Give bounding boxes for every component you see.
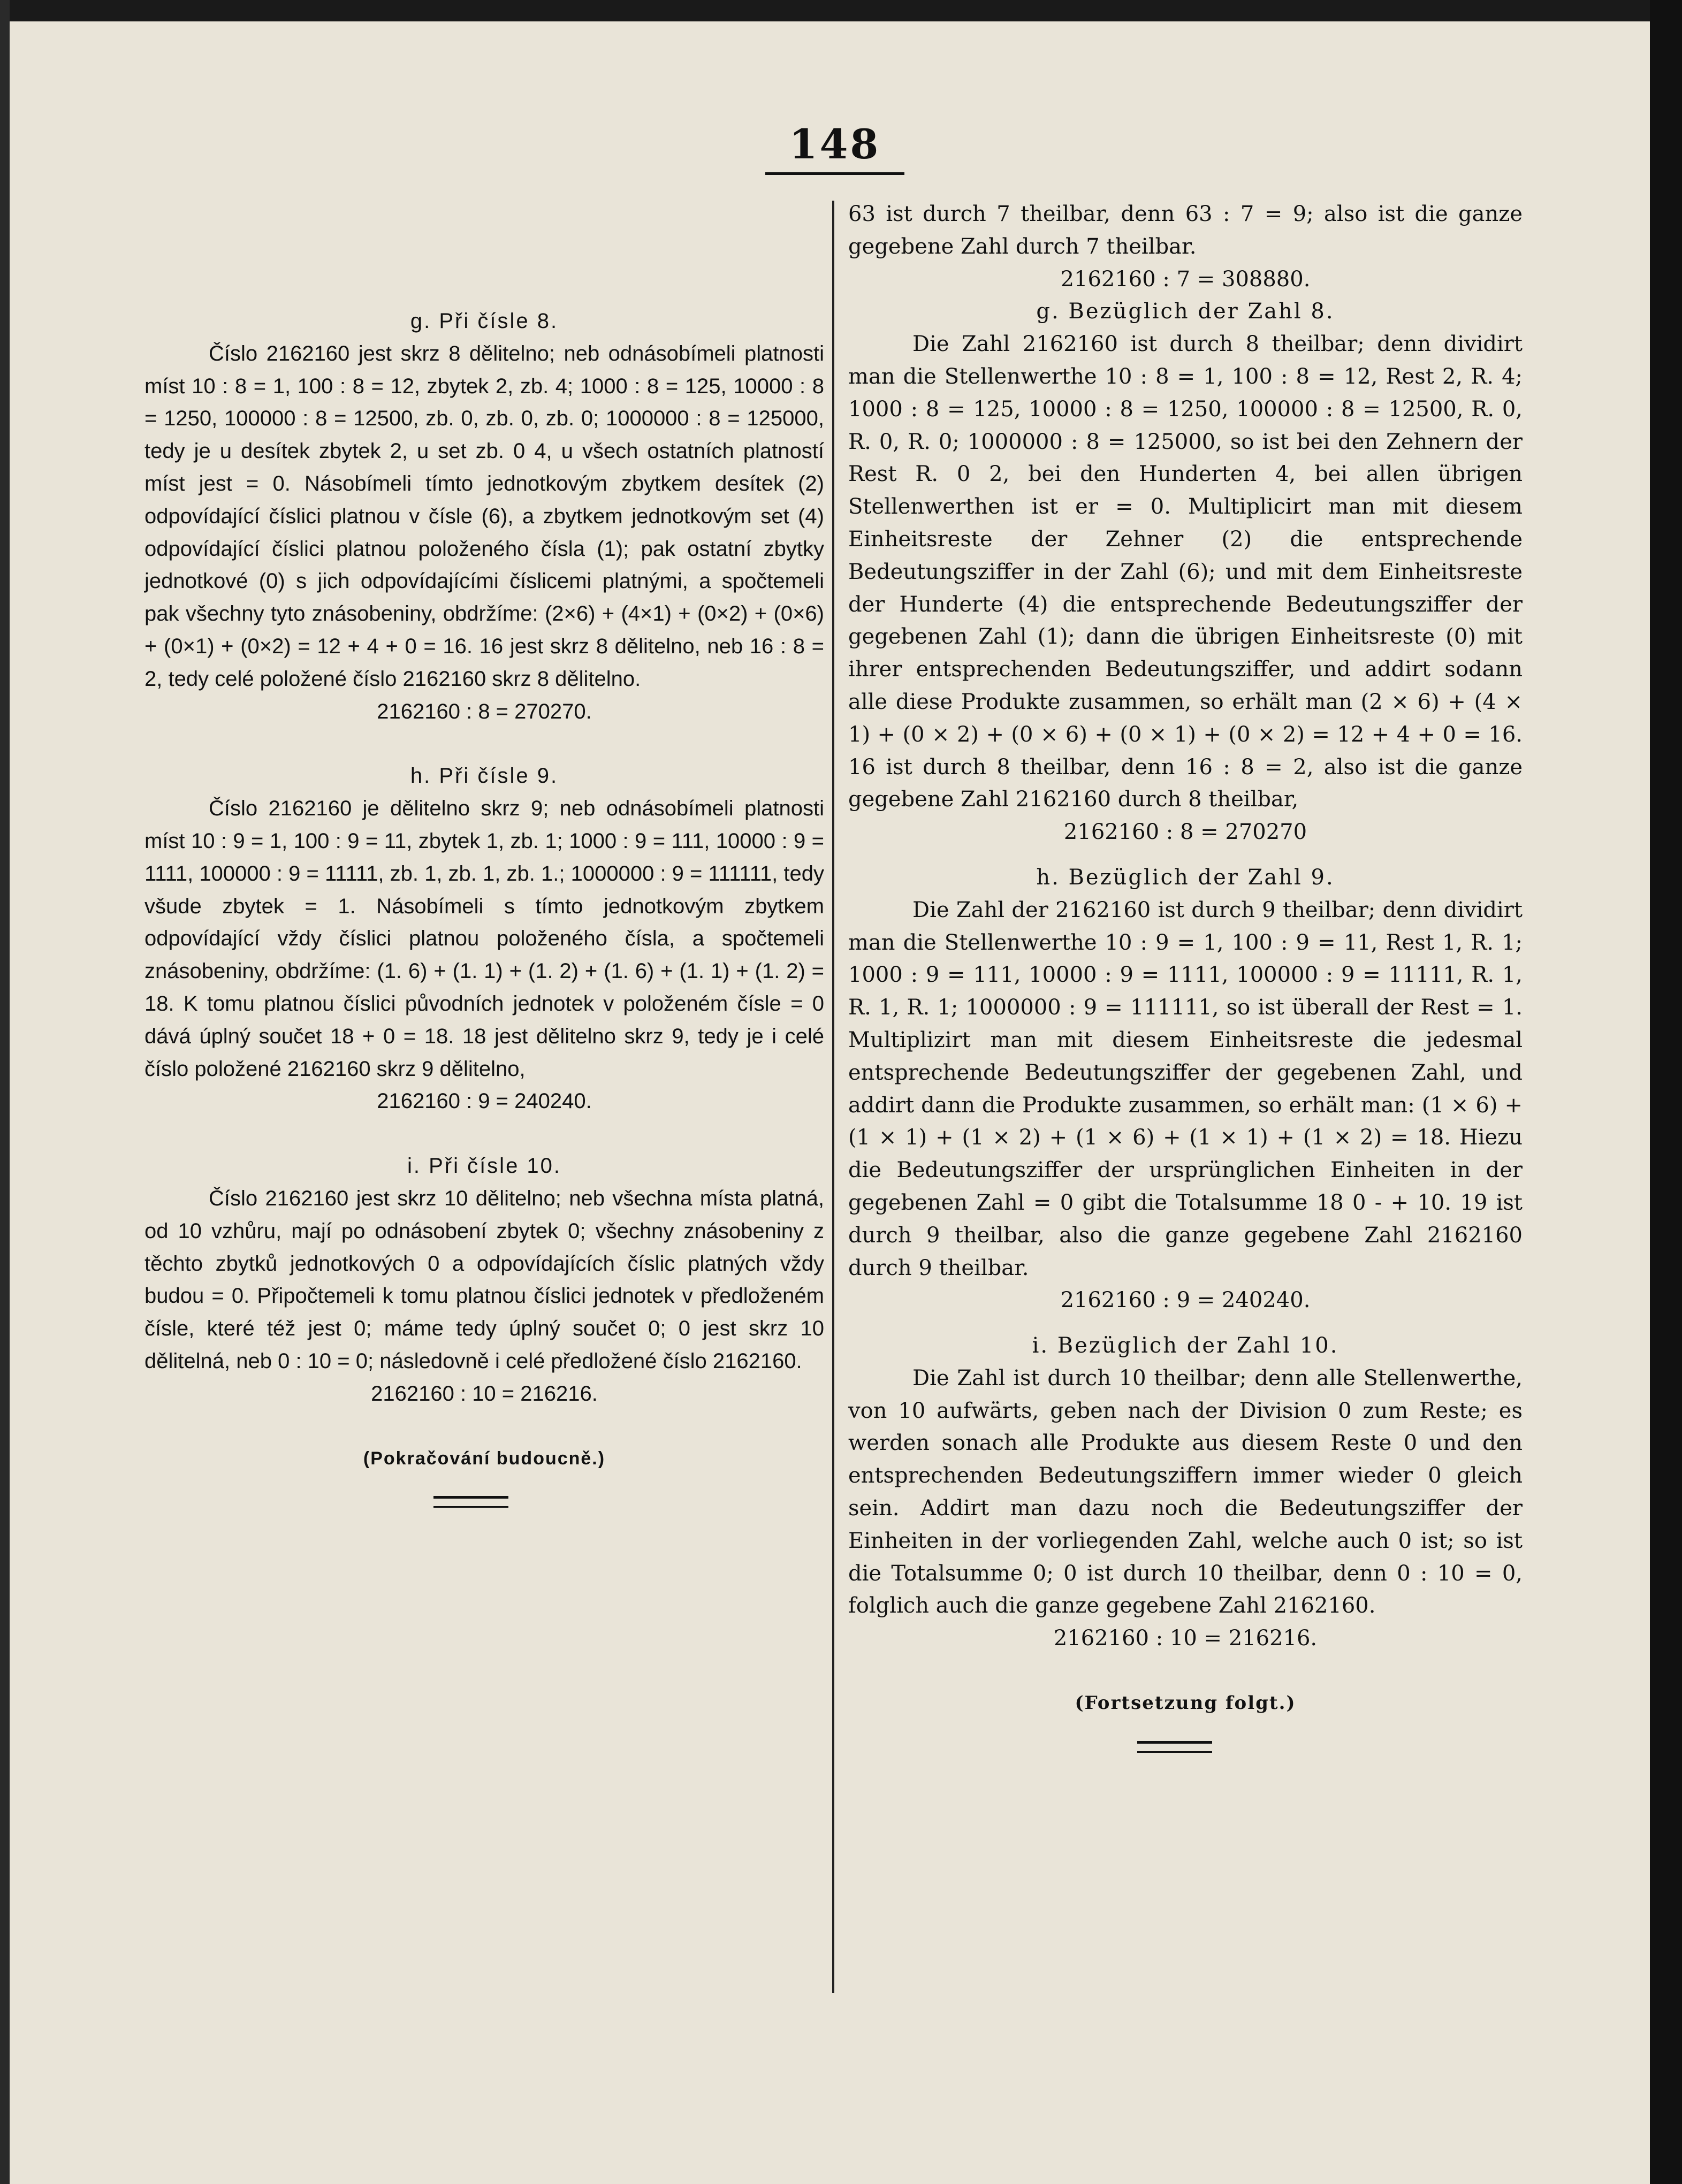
german-heading-i: i. Bezüglich der Zahl 10. bbox=[1032, 1333, 1339, 1358]
scan-edge-top bbox=[0, 0, 1682, 21]
german-result-g: 2162160 : 8 = 270270 bbox=[1063, 820, 1307, 845]
czech-footer: (Pokračování budoucně.) bbox=[363, 1448, 606, 1469]
german-heading-h: h. Bezüglich der Zahl 9. bbox=[1036, 865, 1335, 890]
page-number: 148 bbox=[789, 120, 881, 168]
german-column bbox=[848, 198, 1523, 1753]
german-end-rule bbox=[1137, 1741, 1212, 1753]
czech-result-g: 2162160 : 8 = 270270. bbox=[377, 699, 592, 723]
german-result-f: 2162160 : 7 = 308880. bbox=[1060, 266, 1311, 292]
german-result-i: 2162160 : 10 = 216216. bbox=[1053, 1626, 1318, 1651]
czech-column bbox=[144, 198, 824, 1508]
czech-top-space bbox=[144, 198, 824, 305]
czech-heading-h: h. Při čísle 9. bbox=[410, 764, 559, 788]
czech-text-g: Číslo 2162160 jest skrz 8 dělitelno; neb odnásobímeli platnosti míst 10 : 8 = 1, 100 : 8 = 12, zbytek 2, zb. 4; 1000 : 8 = 125, 10000 : 8 = 1250, 100000 : 8 = 12500, zb. 0, zb. 0, zb. 0; 1000000 : 8 = 125000, tedy je u desítek zbytek 2, u set zb. 0 4, u všech ostatních platností míst jest = 0. Násobímeli tímto jednotkovým zbytkem desítek (2) odpovídající číslici platnou v čísle (6), a zbytkem jednotkovým set (4) odpovídající číslici platnou položeného čísla (1); pak ostatní zbytky jednotkové (0) s jich odpovídajícími číslicemi platnými, a spočtemeli pak všechny tyto znásobeniny, obdržíme: (2×6) + (4×1) + (0×2) + (0×6) + (0×1) + (0×2) = 12 + 4 + 0 = 16. 16 jest skrz 8 dělitelno, neb 16 : 8 = 2, tedy celé položené číslo 2162160 skrz 8 dělitelno. bbox=[144, 341, 824, 691]
german-top-continued: 63 ist durch 7 theilbar, denn 63 : 7 = 9; also ist die ganze gegebene Zahl durch 7 theilbar. bbox=[848, 202, 1523, 259]
czech-text-h: Číslo 2162160 je dělitelno skrz 9; neb odnásobímeli platnosti míst 10 : 9 = 1, 100 : 9 = 11, zbytek 1, zb. 1; 1000 : 9 = 111, 10000 : 9 = 1111, 100000 : 9 = 11111, zb. 1, zb. 1, zb. 1.; 1000000 : 9 = 111111, tedy všude zbytek = 1. Násobímeli s tímto jednotkovým zbytkem odpovídající vždy číslici platnou položeného čísla, a spočtemeli znásobeniny, obdržíme: (1. 6) + (1. 1) + (1. 2) + (1. 6) + (1. 1) + (1. 2) = 18. K tomu platnou číslici původních jednotek v položeném čísle = 0 dává úplný součet 18 + 0 = 18. 18 jest dělitelno skrz 9, tedy je i celé číslo položené 2162160 skrz 9 dělitelno, bbox=[144, 797, 824, 1081]
czech-result-i: 2162160 : 10 = 216216. bbox=[371, 1381, 598, 1406]
czech-text-i: Číslo 2162160 jest skrz 10 dělitelno; neb všechna místa platná, od 10 vzhůru, mají po odnásobení zbytek 0; všechny znásobeniny z těchto zbytků jednotkových 0 a odpovídajících číslic platných vždy budou = 0. Připočtemeli k tomu platnou číslici jednotek v předloženém čísle, které též jest 0; máme tedy úplný součet 0; 0 jest skrz 10 dělitelná, neb 0 : 10 = 0; následovně i celé předložené číslo 2162160. bbox=[144, 1186, 824, 1373]
column-divider bbox=[832, 201, 834, 1993]
czech-heading-g: g. Při čísle 8. bbox=[410, 309, 559, 333]
czech-result-h: 2162160 : 9 = 240240. bbox=[377, 1089, 592, 1113]
german-text-i: Die Zahl ist durch 10 theilbar; denn alle Stellenwerthe, von 10 aufwärts, geben nach der Division 0 zum Reste; es werden sonach alle Produkte aus diesem Reste 0 und den entsprechenden Bedeutungsziffern immer wieder 0 gleich sein. Addirt man dazu noch die Bedeutungsziffer der Einheiten in der vorliegenden Zahl, welche auch 0 ist; so ist die Totalsumme 0; 0 ist durch 10 theilbar, denn 0 : 10 = 0, folglich auch die ganze gegebene Zahl 2162160. bbox=[848, 1365, 1523, 1618]
czech-heading-i: i. Při čísle 10. bbox=[407, 1154, 562, 1178]
scan-edge-left bbox=[0, 0, 10, 2184]
german-text-h: Die Zahl der 2162160 ist durch 9 theilbar; denn dividirt man die Stellenwerthe 10 : 9 = 1, 100 : 9 = 11, Rest 1, R. 1; 1000 : 9 = 111, 10000 : 9 = 1111, 100000 : 9 = 11111, R. 1, R. 1, R. 1; 1000000 : 9 = 111111, so ist überall der Rest = 1. Multiplizirt man mit diesem Einheitsreste die jedesmal entsprechende Bedeutungsziffer der gegebenen Zahl, und addirt dann die Produkte zusammen, so erhält man: (1 × 6) + (1 × 1) + (1 × 2) + (1 × 6) + (1 × 1) + (1 × 2) = 18. Hiezu die Bedeutungsziffer der ursprünglichen Einheiten in der gegebenen Zahl = 0 gibt die Totalsumme 18 0 - + 10. 19 ist durch 9 theilbar, also die ganze gegebene Zahl 2162160 durch 9 theilbar. bbox=[848, 897, 1523, 1280]
page-number-rule bbox=[765, 172, 904, 175]
german-footer: (Fortsetzung folgt.) bbox=[1075, 1692, 1296, 1714]
german-text-g: Die Zahl 2162160 ist durch 8 theilbar; denn dividirt man die Stellenwerthe 10 : 8 = 1, 100 : 8 = 12, Rest 2, R. 4; 1000 : 8 = 125, 10000 : 8 = 1250, 100000 : 8 = 12500, R. 0, R. 0, R. 0; 1000000 : 8 = 125000, so ist bei den Zehnern der Rest R. 0 2, bei den Hunderten 4, bei allen übrigen Stellenwerthen ist er = 0. Multiplicirt man mit diesem Einheitsreste der Zehner (2) die entsprechende Bedeutungsziffer in der Zahl (6); und mit dem Einheitsreste der Hunderte (4) die entsprechende Bedeutungsziffer der gegebenen Zahl (1); dann die übrigen Einheitsreste (0) mit ihrer entsprechenden Bedeutungsziffer, und addirt sodann alle diese Produkte zusammen, so erhält man (2 × 6) + (4 × 1) + (0 × 2) + (0 × 6) + (0 × 1) + (0 × 2) = 12 + 4 + 0 = 16. 16 ist durch 8 theilbar, denn 16 : 8 = 2, also ist die ganze gegebene Zahl 2162160 durch 8 theilbar, bbox=[848, 332, 1523, 812]
german-heading-g: g. Bezüglich der Zahl 8. bbox=[1036, 299, 1335, 324]
scan-edge-right bbox=[1650, 0, 1682, 2184]
czech-end-rule bbox=[433, 1496, 508, 1508]
german-result-h: 2162160 : 9 = 240240. bbox=[1060, 1288, 1311, 1313]
